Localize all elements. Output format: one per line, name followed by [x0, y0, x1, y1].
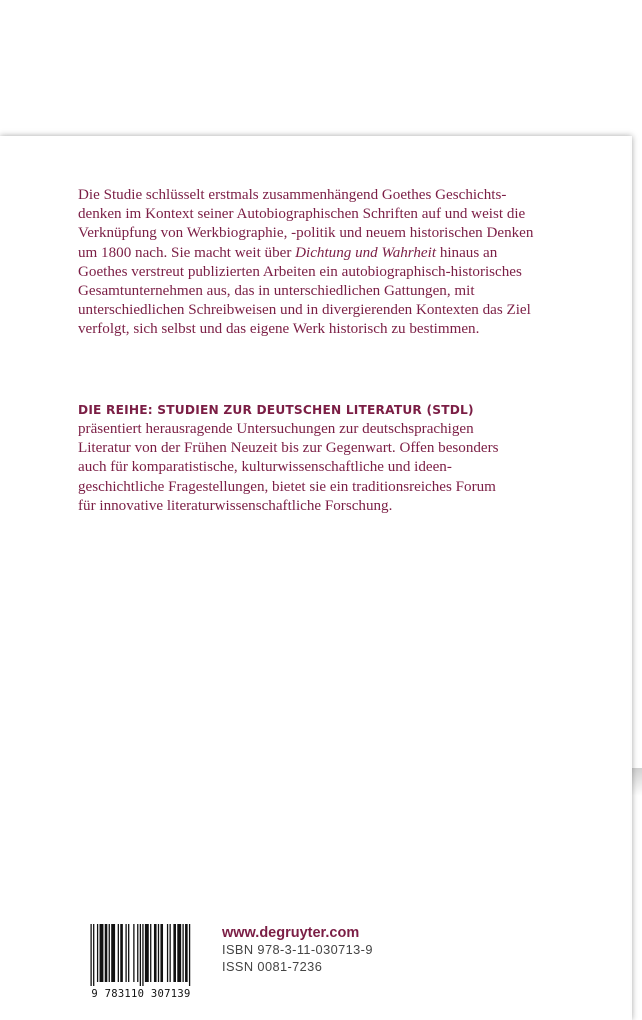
blurb-line: Goethes verstreut publizierten Arbeiten ein autobiographisch-historisches	[78, 263, 522, 280]
barcode	[88, 924, 194, 1000]
barcode-bar	[93, 924, 94, 986]
series-line: präsentiert herausragende Untersuchungen zur deutschsprachigen	[78, 421, 474, 437]
publisher-info	[222, 924, 373, 975]
back-cover-page	[0, 136, 630, 1020]
barcode-number: 9 783110 307139	[91, 988, 191, 1000]
barcode-bar	[150, 924, 151, 982]
barcode-bar	[125, 924, 126, 982]
barcode-bar	[90, 924, 91, 986]
barcode-bar	[170, 924, 171, 982]
barcode-bar	[142, 924, 143, 986]
barcode-bars	[88, 924, 194, 986]
barcode-bar	[154, 924, 157, 982]
barcode-bar	[97, 924, 98, 982]
book-blurb	[78, 186, 556, 340]
blurb-line	[78, 244, 556, 263]
barcode-bar	[140, 924, 141, 986]
barcode-bar	[185, 924, 188, 982]
barcode-bar	[182, 924, 183, 982]
barcode-bar	[167, 924, 168, 982]
barcode-bar	[105, 924, 108, 982]
barcode-bar	[111, 924, 115, 982]
barcode-bar	[109, 924, 110, 982]
blurb-line: verfolgt, sich selbst und das eigene Werk historisch zu bestimmen.	[78, 321, 480, 338]
series-heading: DIE REIHE: STUDIEN ZUR DEUTSCHEN LITERATUR (STDL)	[78, 403, 474, 417]
work-title: Dichtung und Wahrheit	[295, 244, 437, 261]
barcode-bar	[100, 924, 104, 982]
barcode-bar	[145, 924, 149, 982]
blurb-line: Verknüpfung von Werkbiographie, -politik und neuem historischen Denken	[78, 225, 534, 242]
barcode-bar	[160, 924, 163, 982]
barcode-bar	[128, 924, 129, 982]
series-description	[78, 401, 556, 516]
blurb-line-start: um 1800 nach. Sie macht weit über	[78, 244, 292, 261]
series-line: Literatur von der Frühen Neuzeit bis zur Gegenwart. Offen besonders	[78, 440, 499, 457]
isbn: ISBN 978-3-11-030713-9	[222, 942, 373, 957]
series-line: für innovative literaturwissenschaftliche Forschung.	[78, 497, 393, 514]
barcode-bar	[120, 924, 123, 982]
barcode-bar	[173, 924, 176, 982]
issn: ISSN 0081-7236	[222, 958, 323, 974]
series-line: geschichtliche Fragestellungen, bietet sie ein traditionsreiches Forum	[78, 478, 496, 495]
blurb-line-end: hinaus an	[439, 244, 498, 261]
barcode-bar	[158, 924, 159, 982]
series-line: auch für komparatistische, kulturwissenschaftliche und ideen-	[78, 459, 452, 476]
barcode-bar	[137, 924, 138, 982]
barcode-bar	[118, 924, 119, 982]
blurb-line: denken im Kontext seiner Autobiographischen Schriften auf und weist die	[78, 206, 526, 223]
blurb-line: Gesamtunternehmen aus, das in unterschiedlichen Gattungen, mit	[78, 283, 475, 300]
barcode-bar	[133, 924, 134, 982]
publisher-url[interactable]: www.degruyter.com	[222, 925, 360, 941]
blurb-line: unterschiedlichen Schreibweisen und in divergierenden Kontexten das Ziel	[78, 302, 531, 319]
blurb-line: Die Studie schlüsselt erstmals zusammenhängend Goethes Geschichts-	[78, 187, 507, 203]
barcode-bar	[177, 924, 181, 982]
barcode-bar	[189, 924, 190, 986]
series-text	[78, 420, 556, 516]
